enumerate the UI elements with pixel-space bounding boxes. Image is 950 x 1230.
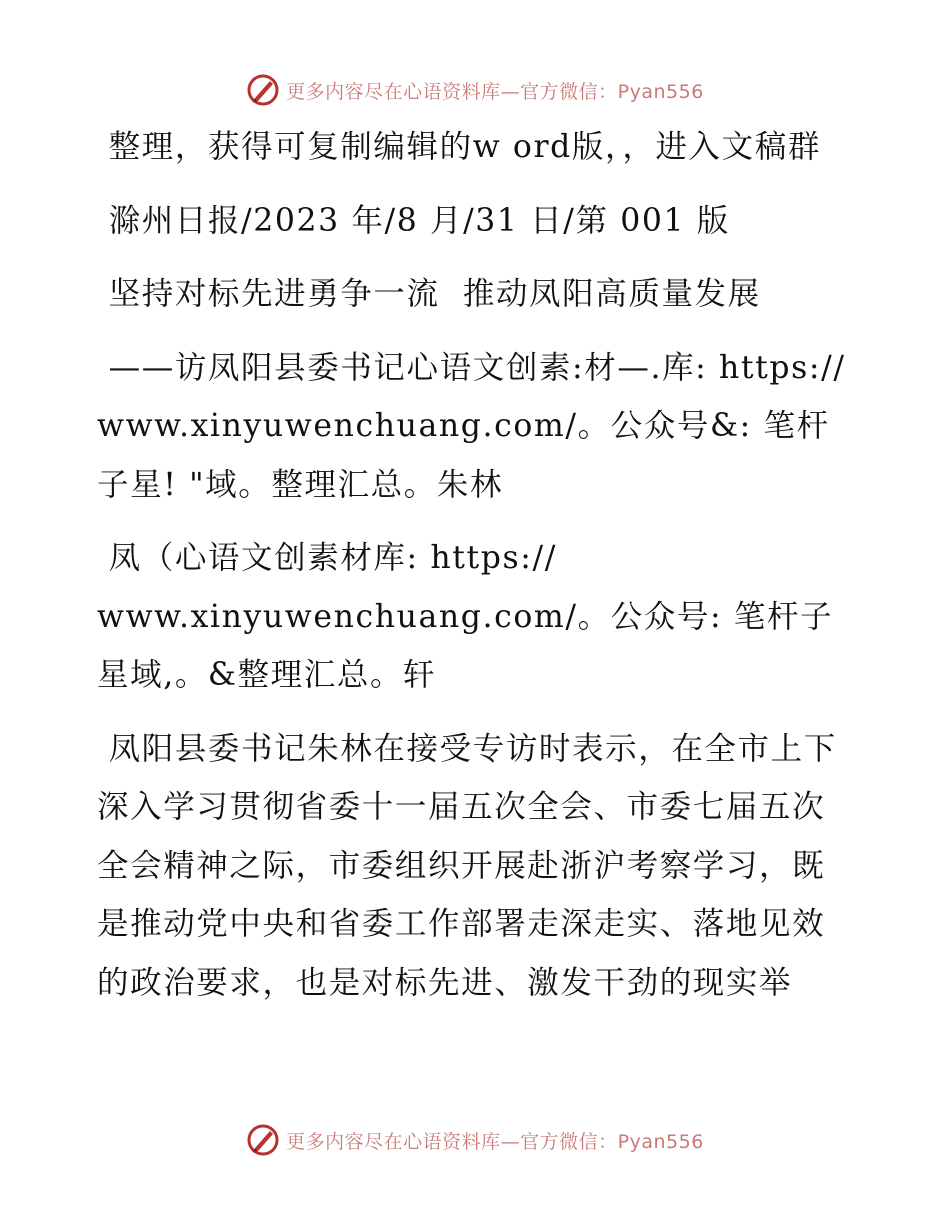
footer-banner-text xyxy=(286,1127,704,1154)
paragraph-2: 滁州日报/2023 年/8 月/31 日/第 001 版 xyxy=(97,202,730,239)
paragraph-5: 凤（心语文创素材库: https:// www.xinyuwenchuang.com/。公众号: 笔杆子星域,。&整理汇总。轩 xyxy=(97,540,834,693)
header-banner-label: 更多内容尽在心语资料库—官方微信： xyxy=(286,80,618,103)
paragraph-1: 整理，获得可复制编辑的w ord版，，进入文稿群 xyxy=(97,129,821,165)
paragraph-6: 凤阳县委书记朱林在接受专访时表示，在全市上下深入学习贯彻省委十一届五次全会、市委七届五次全会精神之际，市委组织开展赴浙沪考察学习，既是推动党中央和省委工作部署走深走实、落地见效的政治要求，也是对标先进、激发干劲的现实举 xyxy=(97,730,837,1001)
header-watermark-inner xyxy=(246,73,704,107)
footer-watermark xyxy=(0,1120,950,1160)
header-watermark xyxy=(0,70,950,110)
paragraph-3: 坚持对标先进勇争一流 推动凤阳高质量发展 xyxy=(97,276,761,312)
header-banner-text xyxy=(286,77,704,104)
paragraph-4: ——访凤阳县委书记心语文创素:材—.库: https://www.xinyuwenchuang.com/。公众号&: 笔杆子星! "域。整理汇总。朱林 xyxy=(97,349,846,503)
pen-logo-icon xyxy=(246,1123,280,1157)
document-body xyxy=(97,118,857,1027)
footer-watermark-inner xyxy=(246,1123,704,1157)
footer-banner-label: 更多内容尽在心语资料库—官方微信： xyxy=(286,1130,618,1153)
footer-banner-handle: Pyan556 xyxy=(617,1130,704,1153)
pen-logo-icon xyxy=(246,73,280,107)
header-banner-handle: Pyan556 xyxy=(617,80,704,103)
